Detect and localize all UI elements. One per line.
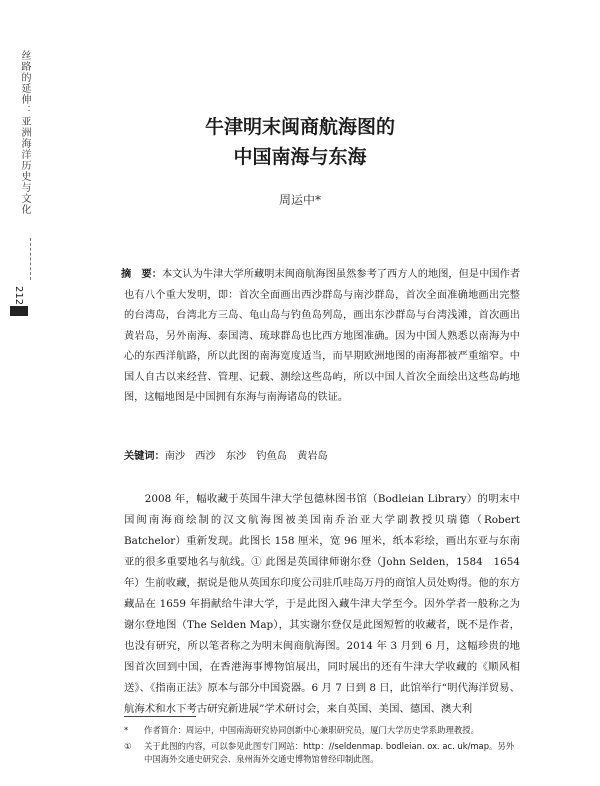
footnote-rule xyxy=(124,716,196,717)
title-line-2: 中国南海与东海 xyxy=(233,146,367,168)
article-title xyxy=(0,112,600,172)
margin-marker-bar xyxy=(10,306,28,316)
footnotes xyxy=(124,724,520,769)
footnote-mark: * xyxy=(124,725,129,735)
footnote-text: 作者简介：周运中，中国南海研究协同创新中心兼职研究员，厦门大学历史学系助理教授。 xyxy=(144,725,479,735)
page-number: 212 xyxy=(13,286,24,306)
keywords-list: 南沙 西沙 东沙 钓鱼岛 黄岩岛 xyxy=(164,451,328,462)
title-line-1: 牛津明末闽商航海图的 xyxy=(204,116,395,138)
keywords xyxy=(124,449,520,465)
body-paragraph: 2008 年，幅收藏于英国牛津大学包德林图书馆（Bodleian Library）的明末中国闽南海商绘制的汉文航海图被美国南乔治亚大学副教授贝瑞德（Robert Batchelor）重新发现。此图长 158 厘米，宽 96 厘米，纸本彩绘，画出东亚与东南亚的很多重要地名与航线。① 此图是英国律师谢尔登（John Selden，1584 1654 年）生前收藏，据说是他从英国东印度公司驻爪哇岛万丹的商馆人员处购得。他的东方藏品在 1659 年捐献给牛津大学，于是此图入藏牛津大学至今。因外学者一般称之为谢尔登地图（The Selden Map），其实谢尔登仅是此图短暂的收藏者，既不是作者，也没有研究，所以笔者称之为明末闽商航海图。2014 年 3 月到 6 月，这幅珍贵的地图首次回到中国，在香港海事博物馆展出，同时展出的还有牛津大学收藏的《顺风相送》、《指南正法》原本与部分中国瓷器。6 月 7 日到 8 日，此馆举行“明代海洋贸易、航海术和水下考古研究新进展”学术研讨会，来自英国、美国、德国、澳大利 xyxy=(124,493,520,715)
footnote-1 xyxy=(124,740,520,767)
margin-divider xyxy=(30,238,32,280)
abstract-text: 本文认为牛津大学所藏明末闽商航海图虽然参考了西方人的地图，但是中国作者也有八个重大发明，即：首次全面画出西沙群岛与南沙群岛，首次全面准确地画出完整的台湾岛，台湾北方三岛、龟山岛与钓鱼岛列岛，画出东沙群岛与台湾浅滩，首次画出黄岩岛，另外南海、泰国湾、琉球群岛也比西方地图准确。因为中国人熟悉以南海为中心的东西洋航路，所以此图的南海宽度适当，而早期欧洲地图的南海都被严重缩窄。中国人自古以来经营、管理、记载、测绘这些岛屿，所以中国人首次全面绘出这些岛屿地图，这幅地图是中国拥有东海与南海诸岛的铁证。 xyxy=(124,269,521,403)
footnote-text: 关于此图的内容，可以参见此图专门网站：http：//seldenmap. bodleian. ox. ac. uk/map。另外中国海外交通史研究会、泉州海外交通史博物馆曾经印制此图。 xyxy=(144,740,515,764)
footnote-mark: ① xyxy=(124,740,132,751)
abstract-label: 摘 要： xyxy=(121,269,162,280)
author-name: 周运中* xyxy=(278,193,321,207)
footnote-author xyxy=(124,724,520,738)
running-header: 丝路的延伸：亚洲海洋历史与文化 xyxy=(19,50,30,215)
keywords-label: 关键词： xyxy=(124,451,165,462)
abstract xyxy=(121,265,521,409)
